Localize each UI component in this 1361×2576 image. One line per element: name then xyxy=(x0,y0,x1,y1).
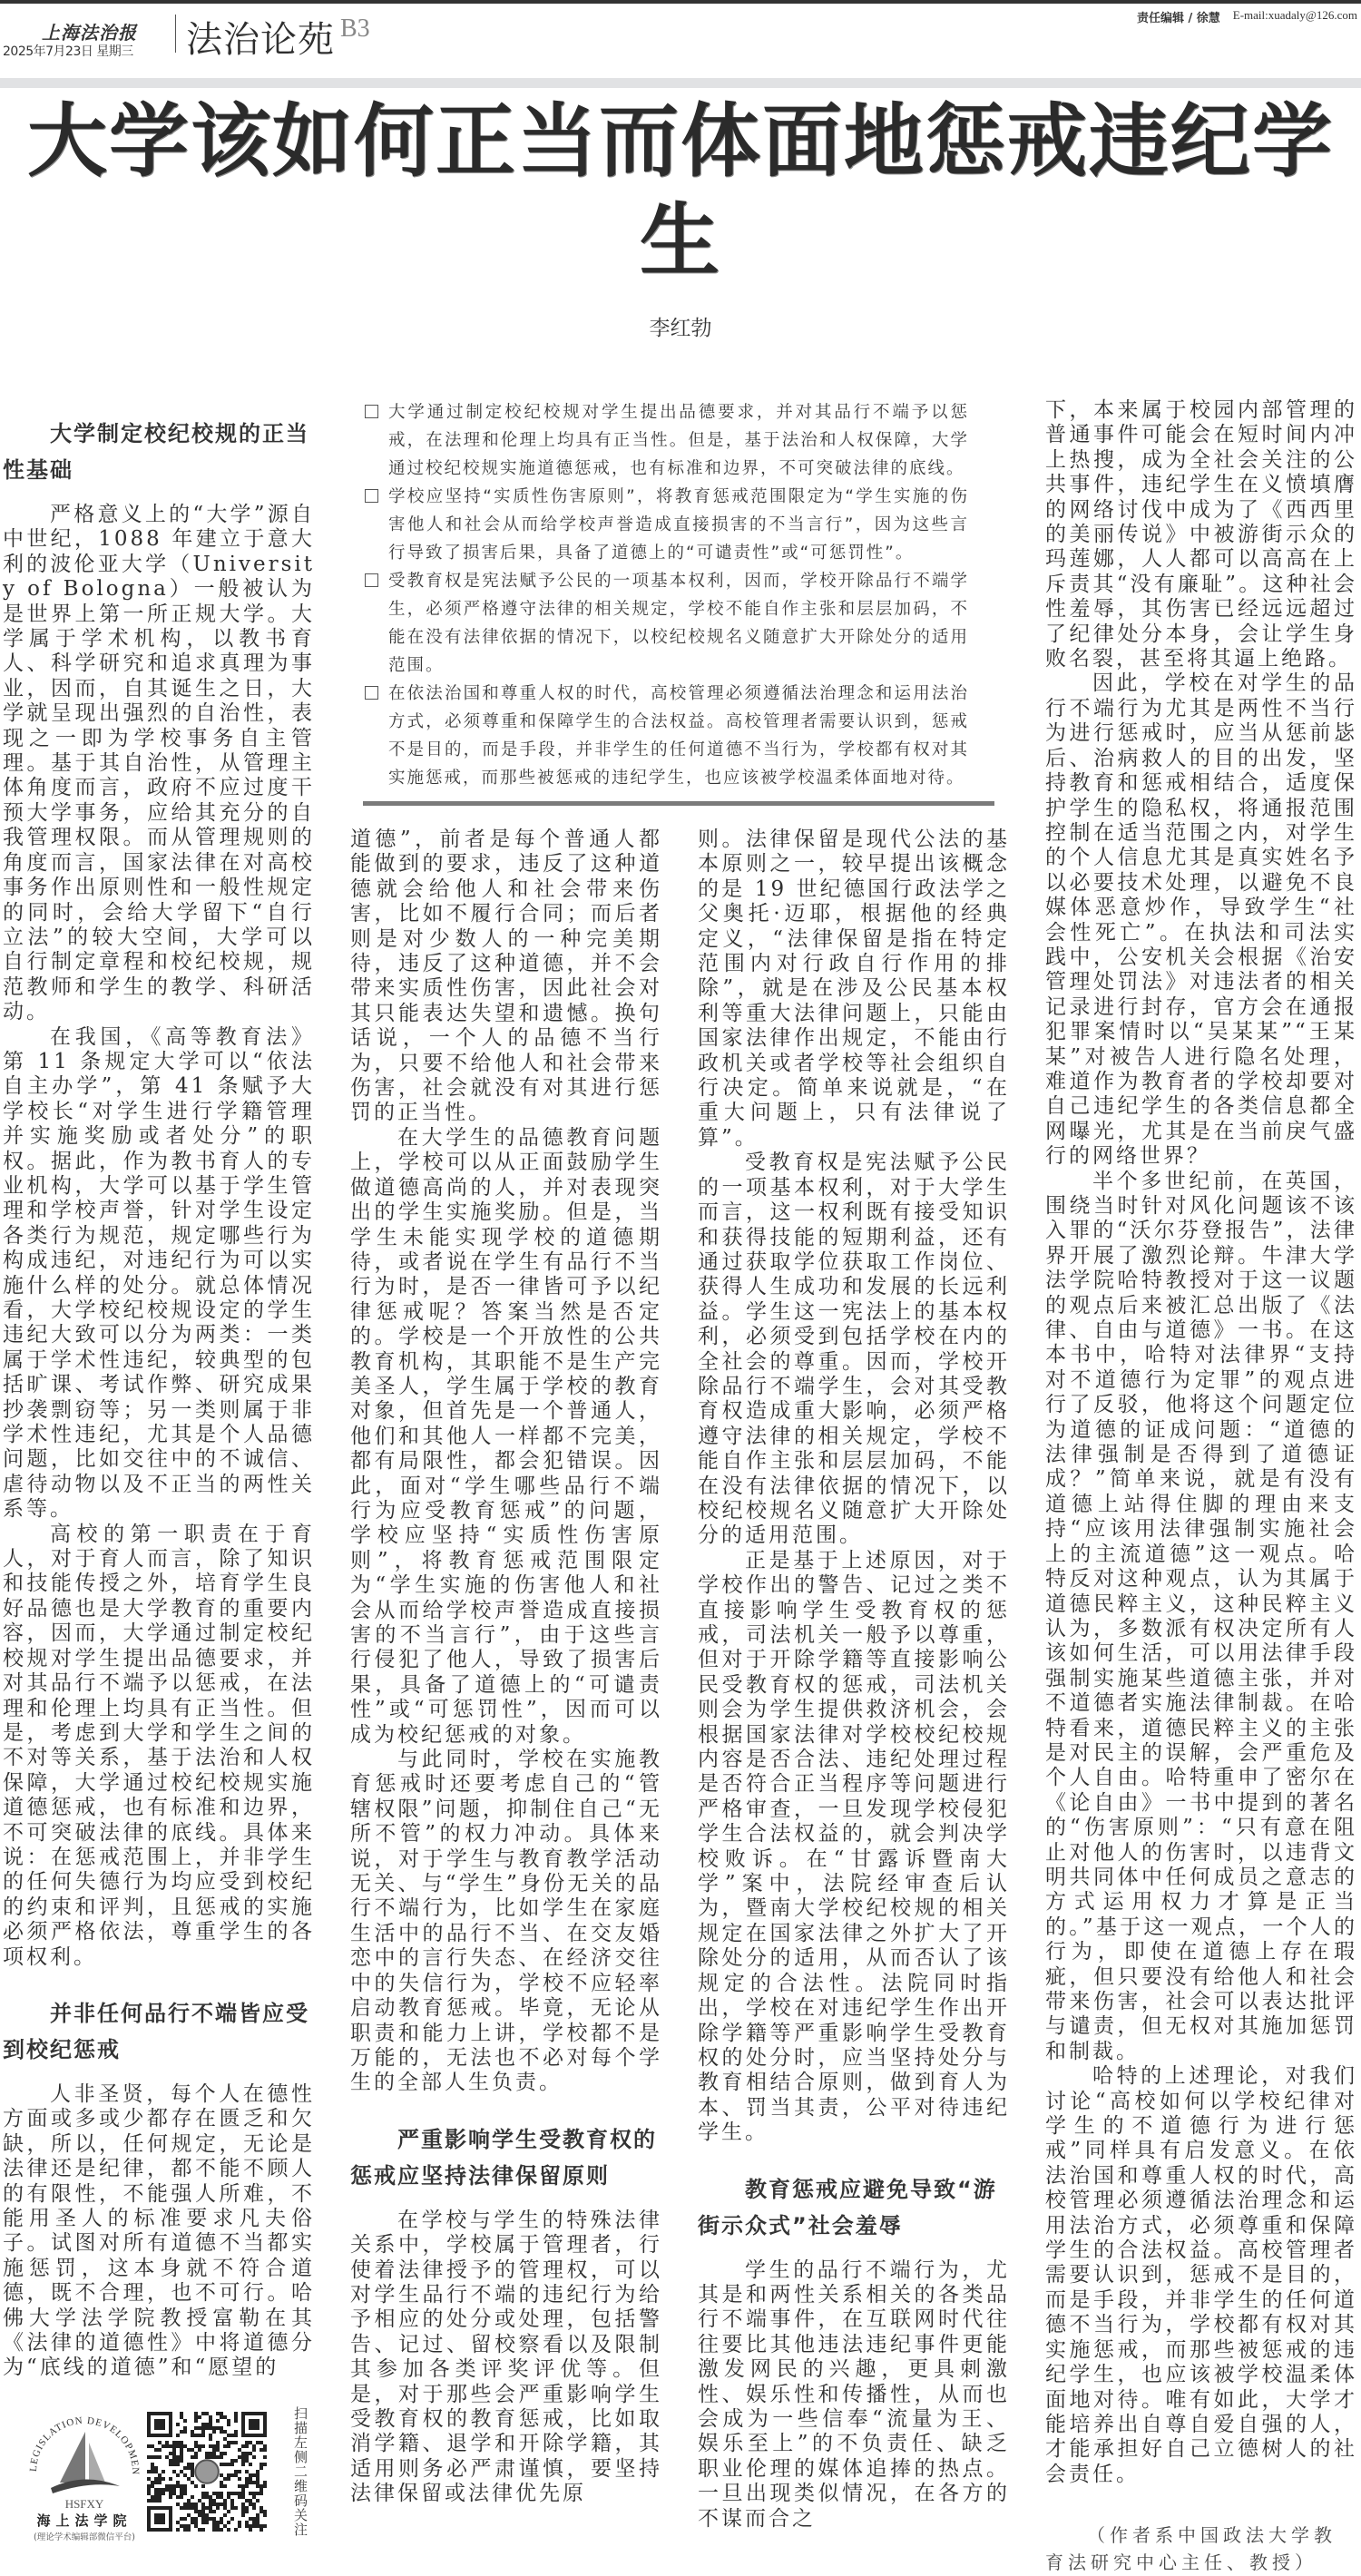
paragraph: 与此同时，学校在实施教育惩戒时还要考虑自己的“管辖权限”问题，抑制住自己“无所不管”的权力冲动。具体来说，对于学生与教育教学活动无关、与“学生”身份无关的品行不端行为，比如学生在家庭生活中的品行不当、在交友婚恋中的言行失态、在经济交往中的失信行为，学校不应轻率启动教育惩戒。毕竟，无论从职责和能力上讲，学校都不是万能的，无法也不必对每个学生的全部人生负责。 xyxy=(350,1748,662,2095)
column-1-body-a xyxy=(3,503,315,1970)
paragraph: 下，本来属于校园内部管理的普通事件可能会在短时间内冲上热搜，成为全社会关注的公共事件，违纪学生在义愤填膺的网络讨伐中成为了《西西里的美丽传说》中被游街示众的玛莲娜，人人都可以高高在上斥责其“没有廉耻”。这种社会性羞辱，其伤害已经远远超过了纪律处分本身，会让学生身败名裂，甚至将其逼上绝路。 xyxy=(1045,398,1357,671)
newspaper-logo: 上海法治报 xyxy=(42,22,137,44)
section-heading: 大学制定校纪校规的正当性基础 xyxy=(3,421,309,483)
qr-code[interactable] xyxy=(147,2412,267,2532)
section-heading: 严重影响学生受教育权的惩戒应坚持法律保留原则 xyxy=(350,2126,657,2189)
column-3-body-b xyxy=(698,2258,1010,2532)
paragraph: 则。法律保留是现代公法的基本原则之一，较早提出该概念的是 19 世纪德国行政法学之父奥托·迈耶，根据他的经典定义，“法律保留是指在特定范围内对行政自行作用的排除”，就是在涉及公民基本权利等重大法律问题上，只能由国家法律作出规定，不能由行政机关或者学校等社会组织自行决定。简单来说就是，“在重大问题上，只有法律说了算”。 xyxy=(698,828,1010,1150)
editor-credit: 责任编辑 / 徐慧 xyxy=(1136,12,1220,25)
summary-text: 大学通过制定校纪校规对学生提出品德要求，并对其品行不端予以惩戒，在法理和伦理上均具有正当性。但是，基于法治和人权保障，大学通过校纪校规实施道德惩戒，也有标准和边界，不可突破法律的底线。 xyxy=(388,403,969,478)
summary-item xyxy=(363,483,969,567)
logo-name: 海上法学院 xyxy=(36,2512,132,2529)
article-title: 大学该如何正当而体面地惩戒违纪学生 xyxy=(26,93,1334,288)
columns-2-3 xyxy=(350,828,1010,2532)
summary-box xyxy=(350,398,1010,792)
author-note: （作者系中国政法大学教育法研究中心主任、教授） xyxy=(1045,2524,1337,2574)
issue-date: 2025年7月23日 星期三 xyxy=(3,44,133,59)
summary-item xyxy=(363,398,969,483)
column-2-body-b xyxy=(350,2209,662,2507)
summary-text: 学校应坚持“实质性伤害原则”，将教育惩戒范围限定为“学生实施的伤害他人和社会从而给学校声誉造成直接损害的不当言行”，因为这些言行导致了损害后果，具备了道德上的“可谴责性”或“可惩罚性”。 xyxy=(388,487,969,563)
paragraph: 哈特的上述理论，对我们讨论“高校如何以学校纪律对学生的不道德行为进行惩戒”同样具有启发意义。在依法治国和尊重人权的时代，高校管理必须遵循法治理念和运用法治方式，必须尊重和保障学生的合法权益。高校管理者需要认识到，惩戒不是目的，而是手段，并非学生的任何道德不当行为，学校都有权对其实施惩戒，而那些被惩戒的违纪学生，也应该被学校温柔体面地对待。唯有如此，大学才能培养出自尊自爱自强的人，才能承担好自己立德树人的社会责任。 xyxy=(1045,2064,1357,2486)
page-number: B3 xyxy=(340,15,370,43)
paragraph: 正是基于上述原因，对于学校作出的警告、记过之类不直接影响学生受教育权的惩戒，司法机关一般予以尊重，但对于开除学籍等直接影响公民受教育权的惩戒，司法机关则会为学生提供救济机会，会根据国家法律对学校校纪校规内容是否合法、违纪处理过程是否符合正当程序等问题进行严格审查，一旦发现学校侵犯学生合法权益的，就会判决学校败诉。在“甘露诉暨南大学”案中，法院经审查后认为，暨南大学校纪校规的相关规定在国家法律之外扩大了开除处分的适用，从而否认了该规定的合法性。法院同时指出，学校在对违纪学生作出开除学籍等严重影响学生受教育权的处分时，应当坚持处分与教育相结合原则，做到育人为本、罚当其责，公平对待违纪学生。 xyxy=(698,1548,1010,2145)
section-name: 法治论苑 xyxy=(186,19,335,61)
summary-box-rule xyxy=(363,801,994,806)
column-1-body-b xyxy=(3,2082,315,2381)
column-3 xyxy=(698,828,1010,2532)
law-school-logo xyxy=(25,2406,143,2542)
logo-abbr: HSFXY xyxy=(64,2496,104,2511)
article-columns xyxy=(3,398,1361,2576)
paragraph: 在大学生的品德教育问题上，学校可以从正面鼓励学生做道德高尚的人，并对表现突出的学生实施奖励。但是，当学生未能实现学校的道德期待，或者说在学生有品行不当行为时，是否一律皆可予以纪律惩戒呢？答案当然是否定的。学校是一个开放性的公共教育机构，其职能不是生产完美圣人，学生属于学校的教育对象，但首先是一个普通人，他们和其他人一样都不完美，都有局限性，都会犯错误。因此，面对“学生哪些品行不端行为应受教育惩戒”的问题，学校应坚持“实质性伤害原则”，将教育惩戒范围限定为“学生实施的伤害他人和社会从而给学校声誉造成直接损害的不当言行”，由于这些言行侵犯了他人，导致了损害后果，具备了道德上的“可谴责性”或“可惩罚性”，因而可以成为校纪惩戒的对象。 xyxy=(350,1125,662,1747)
section-heading: 并非任何品行不端皆应受到校纪惩戒 xyxy=(3,2000,309,2062)
paragraph: 在我国，《高等教育法》第 11 条规定大学可以“依法自主办学”，第 41 条赋予大学校长“对学生进行学籍管理并实施奖励或者处分”的职权。据此，作为教书育人的专业机构，大学可以基于学生管理和学校声誉，针对学生设定各类行为规范，规定哪些行为构成违纪，对违纪行为可以实施什么样的处分。就总体情况看，大学校纪校规设定的学生违纪大致可以分为两类：一类属于学术性违纪，较典型的包括旷课、考试作弊、研究成果抄袭剽窃等；另一类则属于非学术性违纪，尤其是个人品德问题，比如交往中的不诚信、虐待动物以及不正当的两性关系等。 xyxy=(3,1024,315,1522)
column-4 xyxy=(1045,398,1357,2576)
editor-email: E-mail:xuadaly@126.com xyxy=(1232,8,1357,22)
paragraph: 因此，学校在对学生的品行不端行为尤其是两性不当行为进行惩戒时，应当从惩前毖后、治病救人的目的出发，坚持教育和惩戒相结合，适度保护学生的隐私权，将通报范围控制在适当范围之内，对学生的个人信息尤其是真实姓名予以必要技术处理，以避免不良媒体恶意炒作，导致学生“社会性死亡”。在执法和司法实践中，公安机关会根据《治安管理处罚法》对违法者的相关记录进行封存，官方会在通报犯罪案情时以“吴某某”“王某某”对被告人进行隐名处理，难道作为教育者的学校却要对自己违纪学生的各类信息都全网曝光，尤其是在当前戾气盛行的网络世界？ xyxy=(1045,671,1357,1169)
paragraph: 半个多世纪前，在英国，围绕当时针对风化问题该不该入罪的“沃尔芬登报告”，法律界开展了激烈论辩。牛津大学法学院哈特教授对于这一议题的观点后来被汇总出版了《法律、自由与道德》一书。在这本书中，哈特对法律界“支持对不道德行为定罪”的观点进行了反驳，他将这个问题定位为道德的证成问题：“道德的法律强制是否得到了道德证成？”简单来说，就是有没有道德上站得住脚的理由来支持“应该用法律强制实施社会上的主流道德”这一观点。哈特反对这种观点，认为其属于道德民粹主义，这种民粹主义认为，多数派有权决定所有人该如何生活，可以用法律手段强制实施某些道德主张，并对不道德者实施法律制裁。在哈特看来，道德民粹主义的主张是对民主的误解，会严重危及个人自由。哈特重申了密尔在《论自由》一书中提到的著名的“伤害原则”：“只有意在阻止对他人的伤害时，以违背文明共同体中任何成员之意志的方式运用权力才算是正当的。”基于这一观点，一个人的行为，即使在道德上存在瑕疵，但只要没有给他人和社会带来伤害，社会可以表达批评与谴责，但无权对其施加惩罚和制裁。 xyxy=(1045,1169,1357,2063)
summary-item xyxy=(363,680,969,792)
logo-arc-text: LEGISLATION DEVELOPMEN xyxy=(27,2414,142,2476)
paragraph: 学生的品行不端行为，尤其是和两性关系相关的各类品行不端事件，在互联网时代往往要比其他违法违纪事件更能激发网民的兴趣，更具刺激性、娱乐性和传播性，从而也会成为一些信奉“流量为王、娱乐至上”的不负责任、缺乏职业伦理的媒体追捧的热点。一旦出现类似情况，在各方的不谋而合之 xyxy=(698,2258,1010,2531)
column-3-body-a xyxy=(698,828,1010,2146)
column-2-body-a xyxy=(350,828,662,2096)
checkbox-bullet-icon xyxy=(365,573,378,587)
column-2 xyxy=(350,828,662,2532)
summary-item xyxy=(363,567,969,680)
paragraph: 严格意义上的“大学”源自中世纪，1088 年建立于意大利的波伦亚大学（University of Bologna）一般被认为是世界上第一所正规大学。大学属于学术机构，以教书育人、科学研究和追求真理为事业，因而，自其诞生之日，大学就呈现出强烈的自治性，表现之一即为学校事务自主管理。基于其自治性，从管理主体角度而言，政府不应过度干预大学事务，应给其充分的自我管理权限。而从管理规则的角度而言，国家法律在对高校事务作出原则性和一般性规定的同时，会给大学留下“自行立法”的较大空间，大学可以自行制定章程和校纪校规，规范教师和学生的教学、科研活动。 xyxy=(3,503,315,1024)
checkbox-bullet-icon xyxy=(365,489,378,503)
wechat-promo xyxy=(25,2406,311,2542)
summary-text: 在依法治国和尊重人权的时代，高校管理必须遵循法治理念和运用法治方式，必须尊重和保障学生的合法权益。高校管理者需要认识到，惩戒不是目的，而是手段，并非学生的任何道德不当行为，学校都有权对其实施惩戒，而那些被惩戒的违纪学生，也应该被学校温柔体面地对待。 xyxy=(388,684,969,788)
paragraph: 在学校与学生的特殊法律关系中，学校属于管理者，行使着法律授予的管理权，可以对学生品行不端的违纪行为给予相应的处分或处理，包括警告、记过、留校察看以及限制其参加各类评奖评优等。但是，对于那些会严重影响学生受教育权的教育惩戒，比如取消学籍、退学和开除学籍，其适用则务必严肃谨慎，要坚持法律保留或法律优先原 xyxy=(350,2208,662,2506)
author-byline: 李红勃 xyxy=(649,317,712,340)
summary-text: 受教育权是宪法赋予公民的一项基本权利，因而，学校开除品行不端学生，必须严格遵守法律的相关规定，学校不能自作主张和层层加码，不能在没有法律依据的情况下，以校纪校规名义随意扩大开除处分的适用范围。 xyxy=(388,572,969,675)
qr-caption: 扫描左侧二维码关注 xyxy=(294,2405,308,2538)
column-4-body xyxy=(1045,398,1357,2487)
paragraph: 受教育权是宪法赋予公民的一项基本权利，对于大学生而言，这一权利既有接受知识和获得技能的短期利益，还有通过获取学位获取工作岗位、获得人生成功和发展的长远利益。学生这一宪法上的基本权利，必须受到包括学校在内的全社会的尊重。因而，学校开除品行不端学生，会对其受教育权造成重大影响，必须严格遵守法律的相关规定，学校不能自作主张和层层加码，不能在没有法律依据的情况下，以校纪校规名义随意扩大开除处分的适用范围。 xyxy=(698,1151,1010,1548)
paragraph: 道德”，前者是每个普通人都能做到的要求，违反了这种道德就会给他人和社会带来伤害，比如不履行合同；而后者则是对少数人的一种完美期待，违反了这种道德，并不会带来实质性伤害，因此社会对其只能表达失望和遗憾。换句话说，一个人的品德不当行为，只要不给他人和社会带来伤害，社会就没有对其进行惩罚的正当性。 xyxy=(350,828,662,1125)
section-heading: 教育惩戒应避免导致“游街示众式”社会羞辱 xyxy=(698,2176,997,2238)
paragraph: 人非圣贤，每个人在德性方面或多或少都存在匮乏和欠缺，所以，任何规定，无论是法律还是纪律，都不能不顾人的有限性，不能强人所难，不能用圣人的标准要求凡夫俗子。试图对所有道德不当都实施惩罚，这本身就不符合道德，既不合理，也不可行。哈佛大学法学院教授富勒在其《法律的道德性》中将道德分为“底线的道德”和“愿望的 xyxy=(3,2081,315,2380)
paragraph: 高校的第一职责在于育人，对于育人而言，除了知识和技能传授之外，培育学生良好品德也是大学教育的重要内容，因而，大学通过制定校纪校规对学生提出品德要求，并对其品行不端予以惩戒，在法理和伦理上均具有正当性。但是，考虑到大学和学生之间的不对等关系，基于法治和人权保障，大学通过校纪校规实施道德惩戒，也有标准和边界，不可突破法律的底线。具体来说：在惩戒范围上，并非学生的任何失德行为均应受到校纪的约束和评判，且惩戒的实施必须严格依法，尊重学生的各项权利。 xyxy=(3,1522,315,1969)
column-1 xyxy=(3,398,315,2542)
logo-caption: (理论学术编辑部微信平台) xyxy=(34,2532,135,2542)
checkbox-bullet-icon xyxy=(365,686,378,700)
middle-columns xyxy=(350,398,1010,2532)
checkbox-bullet-icon xyxy=(365,405,378,418)
